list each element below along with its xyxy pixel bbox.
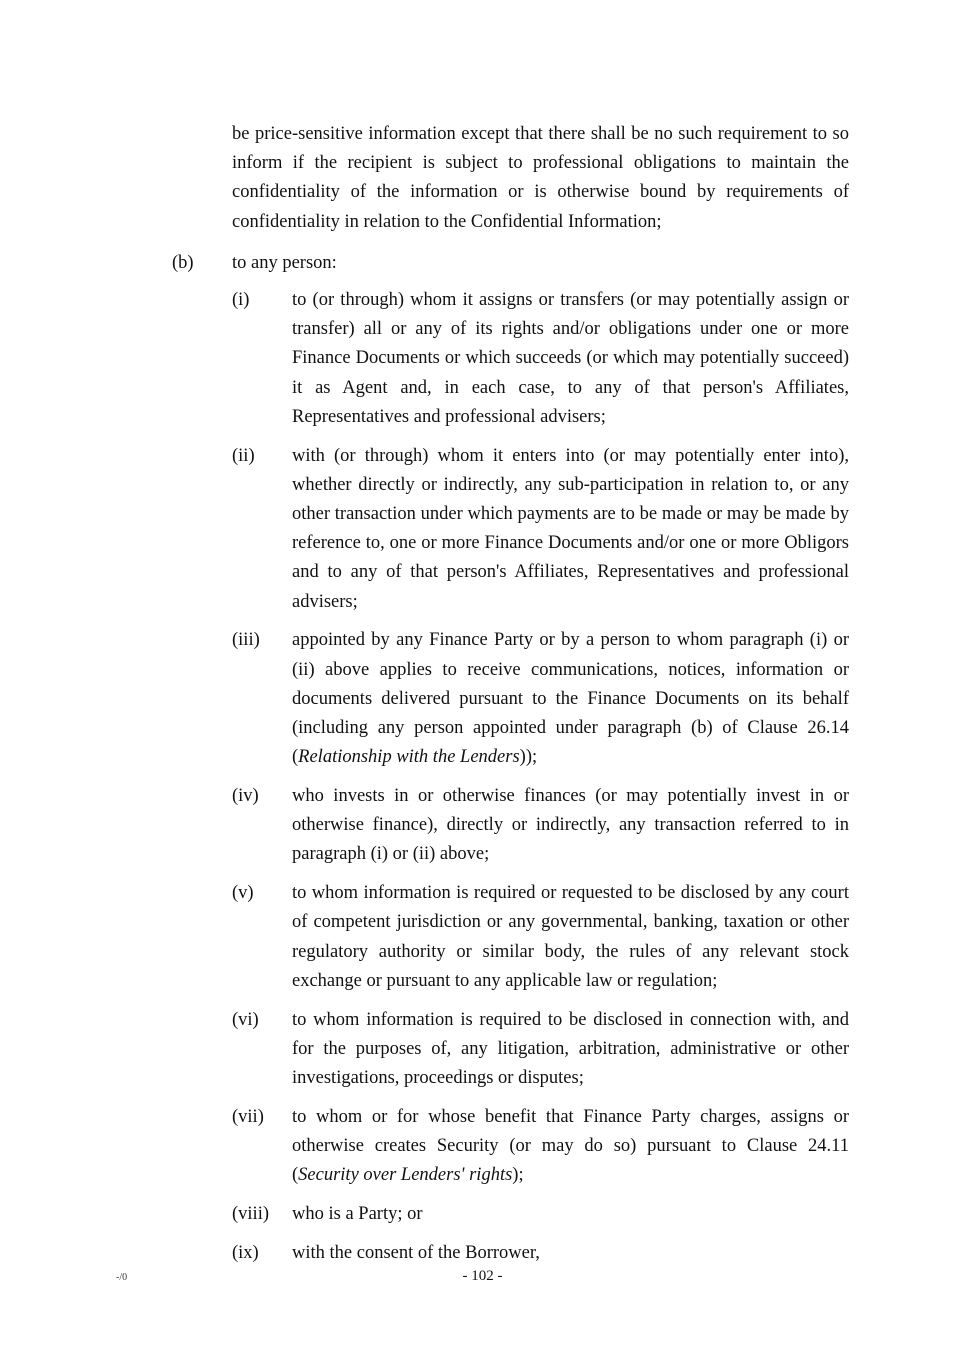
sub-paragraph-vii <box>232 1103 849 1191</box>
sub-paragraph-text <box>292 626 849 772</box>
sub-paragraph-list <box>232 286 849 1278</box>
sub-paragraph-number: (vi) <box>232 1009 259 1030</box>
sub-paragraph-text-part: to whom or for whose benefit that Finance Party charges, assigns or otherwise creates Security (or may do so) pursuant to Clause 24.11 ( <box>292 1106 849 1186</box>
footer-page-number: - 102 - <box>462 1268 503 1284</box>
sub-paragraph-text: to whom information is required to be disclosed in connection with, and for the purposes of, any litigation, arbitration, administrative or other investigations, proceedings or disputes; <box>292 1009 849 1089</box>
sub-paragraph-iv <box>232 782 849 870</box>
continuation-paragraph: be price-sensitive information except that there shall be no such requirement to so inform if the recipient is subject to professional obligations to maintain the confidentiality of the information or is otherwise bound by requirements of confidentiality in relation to the Confidential Information; <box>232 124 849 232</box>
sub-paragraph-vi <box>232 1006 849 1094</box>
sub-paragraph-text: to (or through) whom it assigns or transfers (or may potentially assign or transfer) all or any of its rights and/or obligations under one or more Finance Documents or which succeeds (or which may potentially succeed) it as Agent and, in each case, to any of that person's Affiliates, Representatives and professional advisers; <box>292 290 849 427</box>
sub-paragraph-text-part: )); <box>519 747 538 768</box>
sub-paragraph-text-part: appointed by any Finance Party or by a person to whom paragraph (i) or (ii) above applies to receive communications, notices, information or documents delivered pursuant to the Finance Documents on its behalf (including any person appointed under paragraph (b) of Clause 26.14 ( <box>292 630 849 768</box>
sub-paragraph-viii <box>232 1200 849 1229</box>
sub-paragraph-i <box>232 286 849 432</box>
sub-paragraph-ii <box>232 442 849 617</box>
sub-paragraph-text: who invests in or otherwise finances (or may potentially invest in or otherwise finance), directly or indirectly, any transaction referred to in paragraph (i) or (ii) above; <box>292 786 849 865</box>
sub-paragraph-number: (v) <box>232 883 254 904</box>
sub-paragraph-text: with (or through) whom it enters into (or may potentially enter into), whether directly or indirectly, any sub-participation in relation to, or any other transaction under which payments are to be made or may be made by reference to, one or more Finance Documents and/or one or more Obligors and to any of that person's Affiliates, Representatives and professional advisers; <box>292 445 849 612</box>
sub-paragraph-number: (ix) <box>232 1242 259 1263</box>
sub-paragraph-number: (vii) <box>232 1106 264 1127</box>
sub-paragraph-number: (i) <box>232 290 250 310</box>
sub-paragraph-v <box>232 879 849 996</box>
footer-document-ref: -/0 <box>116 1272 128 1283</box>
sub-paragraph-text: who is a Party; or <box>292 1204 423 1225</box>
sub-paragraph-number: (ii) <box>232 445 255 466</box>
paragraph-b-label: (b) <box>172 253 194 273</box>
sub-paragraph-number: (viii) <box>232 1204 269 1225</box>
paragraph-b-text: to any person: <box>232 253 337 273</box>
clause-title-italic: Relationship with the Lenders <box>298 747 520 768</box>
clause-title-italic: Security over Lenders' rights <box>298 1165 513 1186</box>
sub-paragraph-text-part: ); <box>512 1165 524 1186</box>
sub-paragraph-text <box>292 1103 849 1191</box>
sub-paragraph-iii <box>232 626 849 772</box>
sub-paragraph-text: with the consent of the Borrower, <box>292 1242 540 1263</box>
sub-paragraph-ix <box>232 1239 849 1268</box>
sub-paragraph-number: (iv) <box>232 786 259 807</box>
sub-paragraph-text: to whom information is required or requested to be disclosed by any court of competent jurisdiction or any governmental, banking, taxation or other regulatory authority or similar body, the rules of any relevant stock exchange or pursuant to any applicable law or regulation; <box>292 883 849 991</box>
sub-paragraph-number: (iii) <box>232 630 260 651</box>
